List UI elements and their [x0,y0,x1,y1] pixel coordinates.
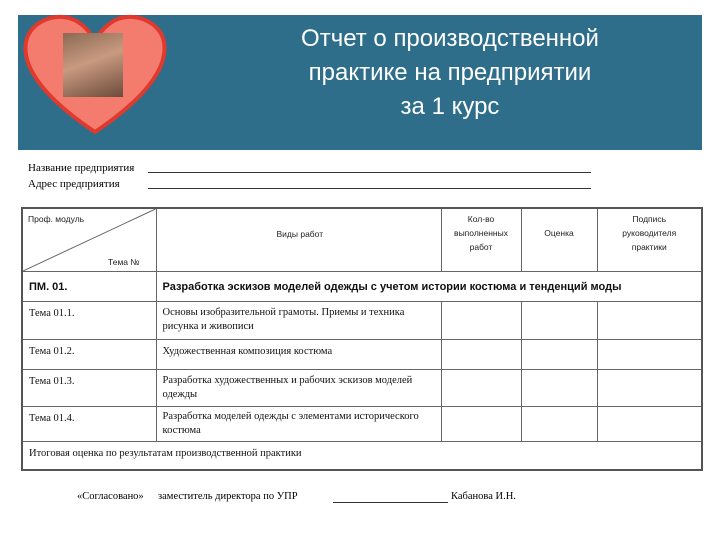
address-field [28,178,120,190]
header-signature-line-3: практики [631,242,667,252]
module-row [22,272,702,302]
title-line-2: практике на предприятии [308,59,592,86]
header-count-line-3: работ [469,242,493,252]
signature-line[interactable] [333,502,448,503]
topic-cell: Тема 01.3. [22,370,156,407]
signature-cell[interactable] [597,302,702,340]
table-header-row [22,208,702,272]
grade-cell[interactable] [521,407,597,442]
grade-cell[interactable] [521,370,597,407]
work-cell: Художественная композиция костюма [156,340,441,370]
work-cell: Разработка моделей одежды с элементами исторического костюма [156,407,441,442]
address-label: Адрес предприятия [28,178,120,190]
company-field [28,162,134,174]
page-title [230,22,670,124]
topic-cell: Тема 01.1. [22,302,156,340]
address-blank-line[interactable] [148,178,591,189]
work-cell: Разработка художественных и рабочих эскизов моделей одежды [156,370,441,407]
header-signature-cell [597,208,702,272]
count-cell[interactable] [441,370,521,407]
header-grade: Оценка [544,228,574,238]
header-topic-number: Тема № [108,257,140,267]
header-work-types-cell [156,208,441,272]
header-work-types: Виды работ [276,229,324,239]
footer-approved: «Согласовано» [77,491,144,502]
module-code: ПМ. 01. [22,272,156,302]
grade-cell[interactable] [521,340,597,370]
header-count-cell [441,208,521,272]
header-signature-line-2: руководителя [622,228,677,238]
footer-position: заместитель директора по УПР [158,491,298,502]
header-count-line-2: выполненных [454,228,508,238]
grade-cell[interactable] [521,302,597,340]
company-blank-line[interactable] [148,162,591,173]
count-cell[interactable] [441,407,521,442]
summary-cell: Итоговая оценка по результатам производственной практики [22,442,702,470]
header-grade-cell [521,208,597,272]
table-row [22,370,702,407]
table-row [22,407,702,442]
topic-cell: Тема 01.4. [22,407,156,442]
company-label: Название предприятия [28,162,135,174]
count-cell[interactable] [441,302,521,340]
footer-name: Кабанова И.Н. [451,491,516,502]
summary-row [22,442,702,470]
student-photo [63,33,123,97]
header-prof-module: Проф. модуль [28,214,85,224]
count-cell[interactable] [441,340,521,370]
signature-cell[interactable] [597,370,702,407]
topic-cell: Тема 01.2. [22,340,156,370]
title-line-1: Отчет о производственной [301,25,599,52]
header-count-line-1: Кол-во [467,214,495,224]
signature-cell[interactable] [597,340,702,370]
table-row [22,340,702,370]
header-signature-line-1: Подпись [632,214,667,224]
signature-cell[interactable] [597,407,702,442]
title-line-3: за 1 курс [400,93,500,120]
module-name: Разработка эскизов моделей одежды с учетом истории костюма и тенденций моды [156,272,702,302]
header-diagonal-cell [22,208,156,272]
table-row [22,302,702,340]
work-cell: Основы изобразительной грамоты. Приемы и техника рисунка и живописи [156,302,441,340]
report-table [21,207,703,471]
